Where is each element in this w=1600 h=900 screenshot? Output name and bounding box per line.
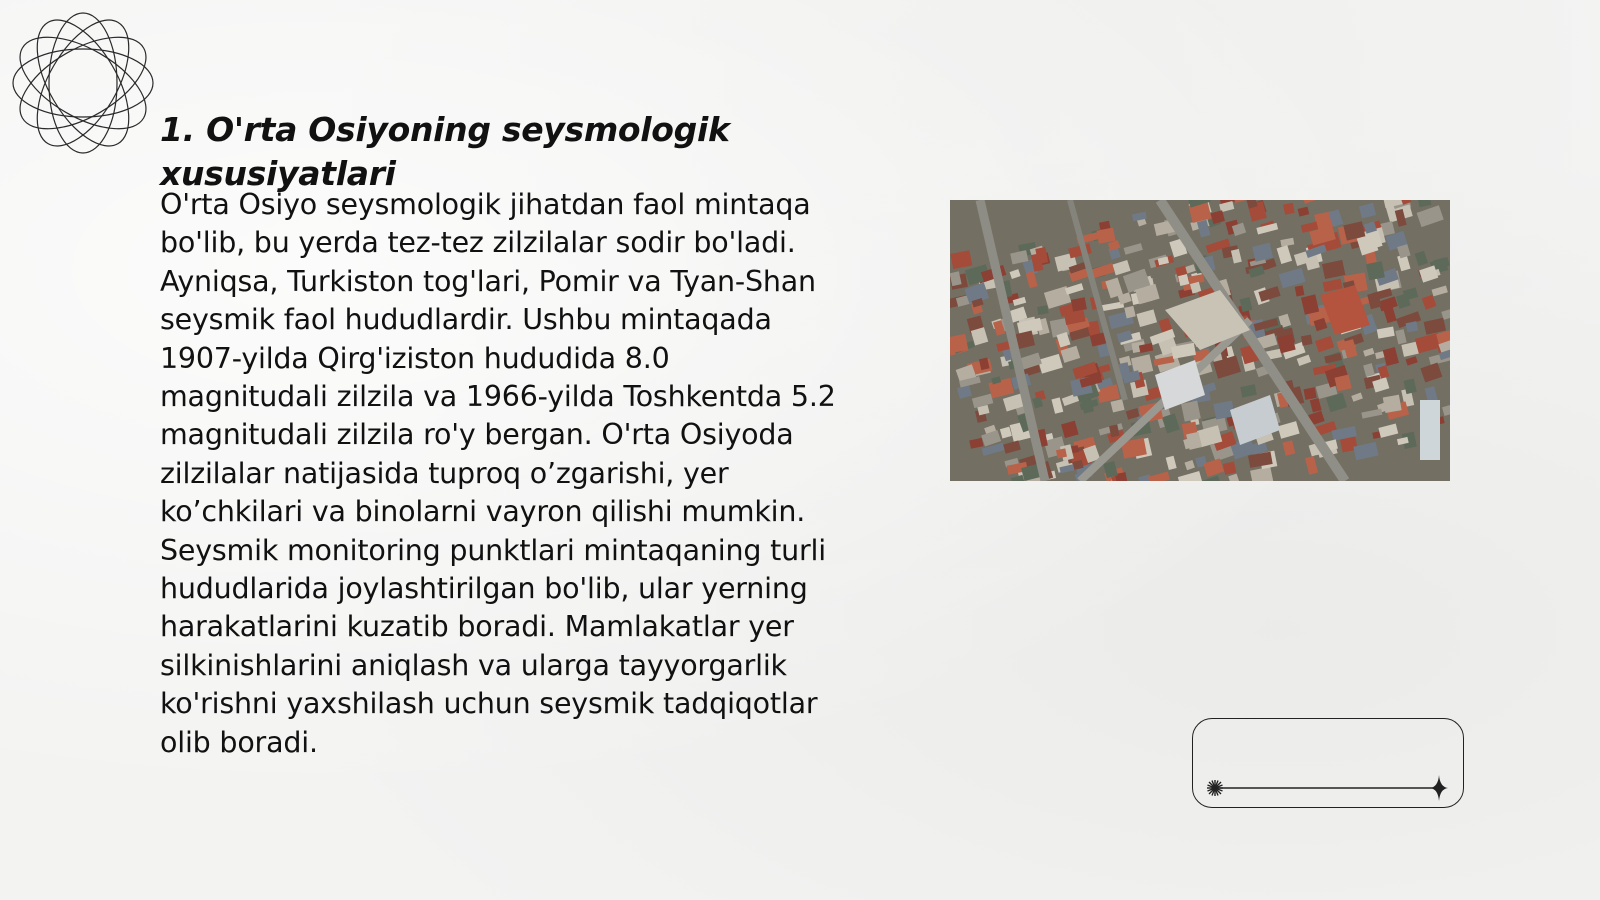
slide-title: 1. O'rta Osiyoning seysmologik xususiyatlari	[160, 110, 730, 193]
slide-body-text: O'rta Osiyo seysmologik jihatdan faol mintaqa bo'lib, bu yerda tez-tez zilzilalar sodir bo'ladi. Ayniqsa, Turkiston tog'lari, Pomir va Tyan-Shan seysmik faol hududlardir. Ushbu mintaqada 1907-yilda Qirg'iziston hududida 8.0 magnitudali zilzila va 1966-yilda Toshkentda 5.2 magnitudali zilzila ro'y bergan. O'rta Osiyoda zilzilalar natijasida tuproq o’zgarishi, yer ko’chkilari va binolarni vayron qilishi mumkin. Seysmik monitoring punktlari mintaqaning turli hududlarida joylashtirilgan bo'lib, ular yerning harakatlarini kuzatib boradi. Mamlakatlar yer silkinishlarini aniqlash va ularga tayyorgarlik ko'rishni yaxshilash uchun seysmik tadqiqotlar olib boradi.	[160, 188, 836, 759]
sparkle-icon	[1430, 775, 1448, 801]
orbital-rings-ornament-icon	[10, 10, 156, 156]
decorative-line-badge	[1192, 718, 1464, 808]
starburst-icon	[1207, 780, 1223, 796]
aerial-city-photo	[950, 200, 1450, 481]
